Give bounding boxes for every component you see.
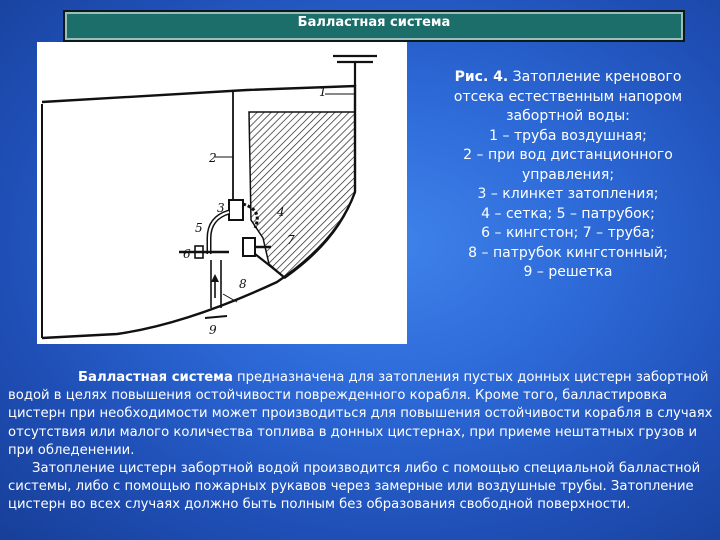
ballast-diagram: [37, 42, 407, 344]
label-5: 5: [195, 221, 203, 235]
caption-title-line2: отсека естественным напором: [453, 88, 683, 105]
caption-item-8: 8 – патрубок кингстонный;: [468, 244, 668, 261]
caption-item-9: 9 – решетка: [523, 264, 613, 280]
label-1: 1: [319, 85, 327, 99]
caption-title-line3: забортной воды:: [506, 108, 630, 124]
branch-pipe: [209, 212, 229, 254]
paragraph-1: Балластная система предназначена для затопления пустых донных цистерн забортной водой в целях повышения остойчивости поврежденного корабля. Кроме того, балластировка цистерн при необходимости может производиться для повышения остойчивости корабля в случаях отсутствия или малого количества топлива в донных цистернах, при приеме нештатных грузов и при обледенении.: [8, 370, 713, 458]
kingston-valve: [243, 238, 255, 256]
bottom-grate: [205, 316, 227, 318]
slide-title: Балластная система: [297, 15, 451, 30]
caption-item-2b: управления;: [521, 166, 615, 183]
caption-item-6-7: 6 – кингстон; 7 – труба;: [481, 225, 655, 241]
term-ballast-system: Балластная система: [78, 370, 233, 385]
label-9: 9: [209, 323, 217, 337]
label-8: 8: [239, 277, 247, 291]
body-text: [8, 369, 714, 515]
label-6: 6: [183, 247, 191, 261]
ballast-diagram-figure: [37, 42, 407, 344]
label-4: 4: [277, 205, 285, 219]
caption-item-3: 3 – клинкет затопления;: [477, 186, 659, 202]
heeling-compartment: [249, 112, 355, 278]
label-7: 7: [287, 233, 295, 247]
figure-number: Рис. 4.: [454, 69, 509, 85]
flooding-valve: [229, 200, 243, 220]
paragraph-2: Затопление цистерн забортной водой производится либо с помощью специальной балластной системы, либо с помощью пожарных рукавов через замерные или воздушные трубы. Затопление цистерн во всех случаях должно быть полным без образования свободной поверхности.: [8, 461, 701, 513]
slide-title-bar: [63, 10, 685, 42]
caption-item-4-5: 4 – сетка; 5 – патрубок;: [481, 205, 655, 222]
caption-item-2a: 2 – при вод дистанционного: [463, 147, 673, 163]
label-3: 3: [217, 201, 225, 215]
flow-arrow: [211, 274, 219, 282]
figure-caption: [428, 68, 708, 283]
label-2: 2: [209, 151, 217, 165]
caption-title-line1: Рис. 4. Затопление кренового: [454, 69, 682, 85]
caption-item-1: 1 – труба воздушная;: [489, 127, 647, 144]
